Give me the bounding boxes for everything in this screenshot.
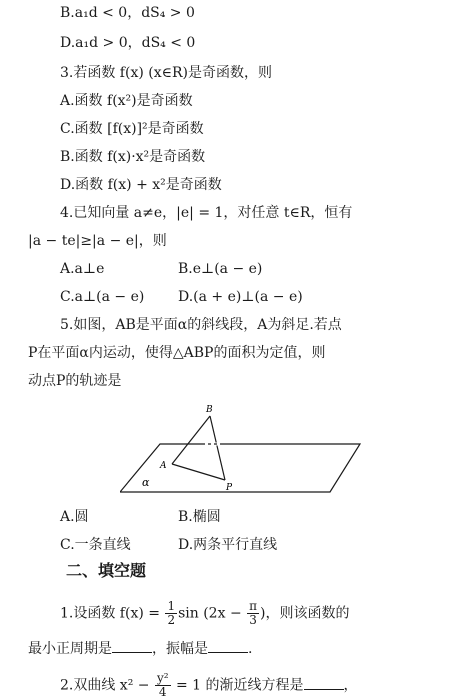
- q4-option-d: D.(a + e)⊥(a − e): [178, 289, 303, 305]
- segment-ab: [172, 416, 210, 464]
- q5-stem-line2: P在平面α内运动，使得△ABP的面积为定值，则: [28, 345, 326, 361]
- section-heading: 二、填空题: [66, 561, 147, 580]
- fraction-numerator: y²: [156, 671, 169, 685]
- fraction-numerator: π: [249, 599, 258, 613]
- fraction-numerator: 1: [167, 599, 176, 613]
- fill-q1-text-a: 1.设函数 f(x) =: [60, 605, 165, 622]
- q2-option-d: D.a₁d > 0，dS₄ < 0: [60, 35, 196, 51]
- q5-option-d: D.两条平行直线: [178, 537, 278, 553]
- fill-q1-text-b: sin (2x −: [178, 605, 247, 622]
- q3-stem: 3.若函数 f(x) (x∈R)是奇函数，则: [60, 65, 272, 81]
- q3-option-a: A.函数 f(x²)是奇函数: [60, 93, 193, 109]
- q5-option-a: A.圆: [60, 509, 89, 525]
- fraction-denominator: 3: [249, 613, 257, 627]
- fill-q1-line1: [60, 600, 349, 627]
- fraction-denominator: 4: [158, 685, 167, 699]
- q5-figure: [120, 402, 390, 494]
- segment-ap: [172, 464, 225, 480]
- q2-option-b: B.a₁d < 0，dS₄ > 0: [60, 5, 195, 21]
- fill-q2-text-b: = 1 的渐近线方程是: [171, 677, 304, 694]
- label-a: A: [160, 461, 167, 471]
- q3-option-b: B.函数 f(x)·x²是奇函数: [60, 149, 206, 165]
- q3-option-c: C.函数 [f(x)]²是奇函数: [60, 121, 204, 137]
- q5-stem-line3: 动点P的轨迹是: [28, 373, 122, 389]
- q5-option-b: B.椭圆: [178, 509, 221, 525]
- fill-q2-end: ，: [343, 677, 358, 694]
- fill-q1-period-label: 最小正周期是: [28, 641, 112, 657]
- label-p: P: [226, 483, 233, 493]
- q4-stem-line2: |a − te|≥|a − e|，则: [28, 233, 167, 249]
- answer-blank-amplitude[interactable]: [208, 640, 248, 653]
- q4-stem-line1: 4.已知向量 a≠e，|e| = 1，对任意 t∈R，恒有: [60, 205, 353, 221]
- fraction-pi-third: [247, 600, 259, 627]
- label-alpha: α: [142, 476, 150, 489]
- plane-alpha: [120, 444, 360, 492]
- fill-q2-line1: [60, 672, 358, 699]
- q4-option-a: A.a⊥e: [60, 261, 105, 277]
- q5-stem-line1: 5.如图，AB是平面α的斜线段，A为斜足.若点: [60, 317, 342, 333]
- fraction-one-half: [165, 600, 177, 627]
- fill-q1-end: .: [248, 641, 253, 657]
- answer-blank-asymptote[interactable]: [304, 677, 344, 690]
- fraction-y2-over-4: [155, 672, 171, 699]
- q3-option-d: D.函数 f(x) + x²是奇函数: [60, 177, 222, 193]
- label-b: B: [206, 405, 213, 415]
- segment-bp: [210, 416, 225, 480]
- q5-option-c: C.一条直线: [60, 537, 131, 553]
- answer-blank-period[interactable]: [112, 640, 152, 653]
- q4-option-c: C.a⊥(a − e): [60, 289, 145, 305]
- fill-q2-text-a: 2.双曲线 x² −: [60, 677, 154, 694]
- q4-option-b: B.e⊥(a − e): [178, 261, 263, 277]
- fill-q1-amplitude-label: ，振幅是: [152, 641, 208, 657]
- fill-q1-line2: [28, 640, 252, 658]
- fraction-denominator: 2: [167, 613, 176, 627]
- fill-q1-text-c: )，则该函数的: [260, 605, 350, 622]
